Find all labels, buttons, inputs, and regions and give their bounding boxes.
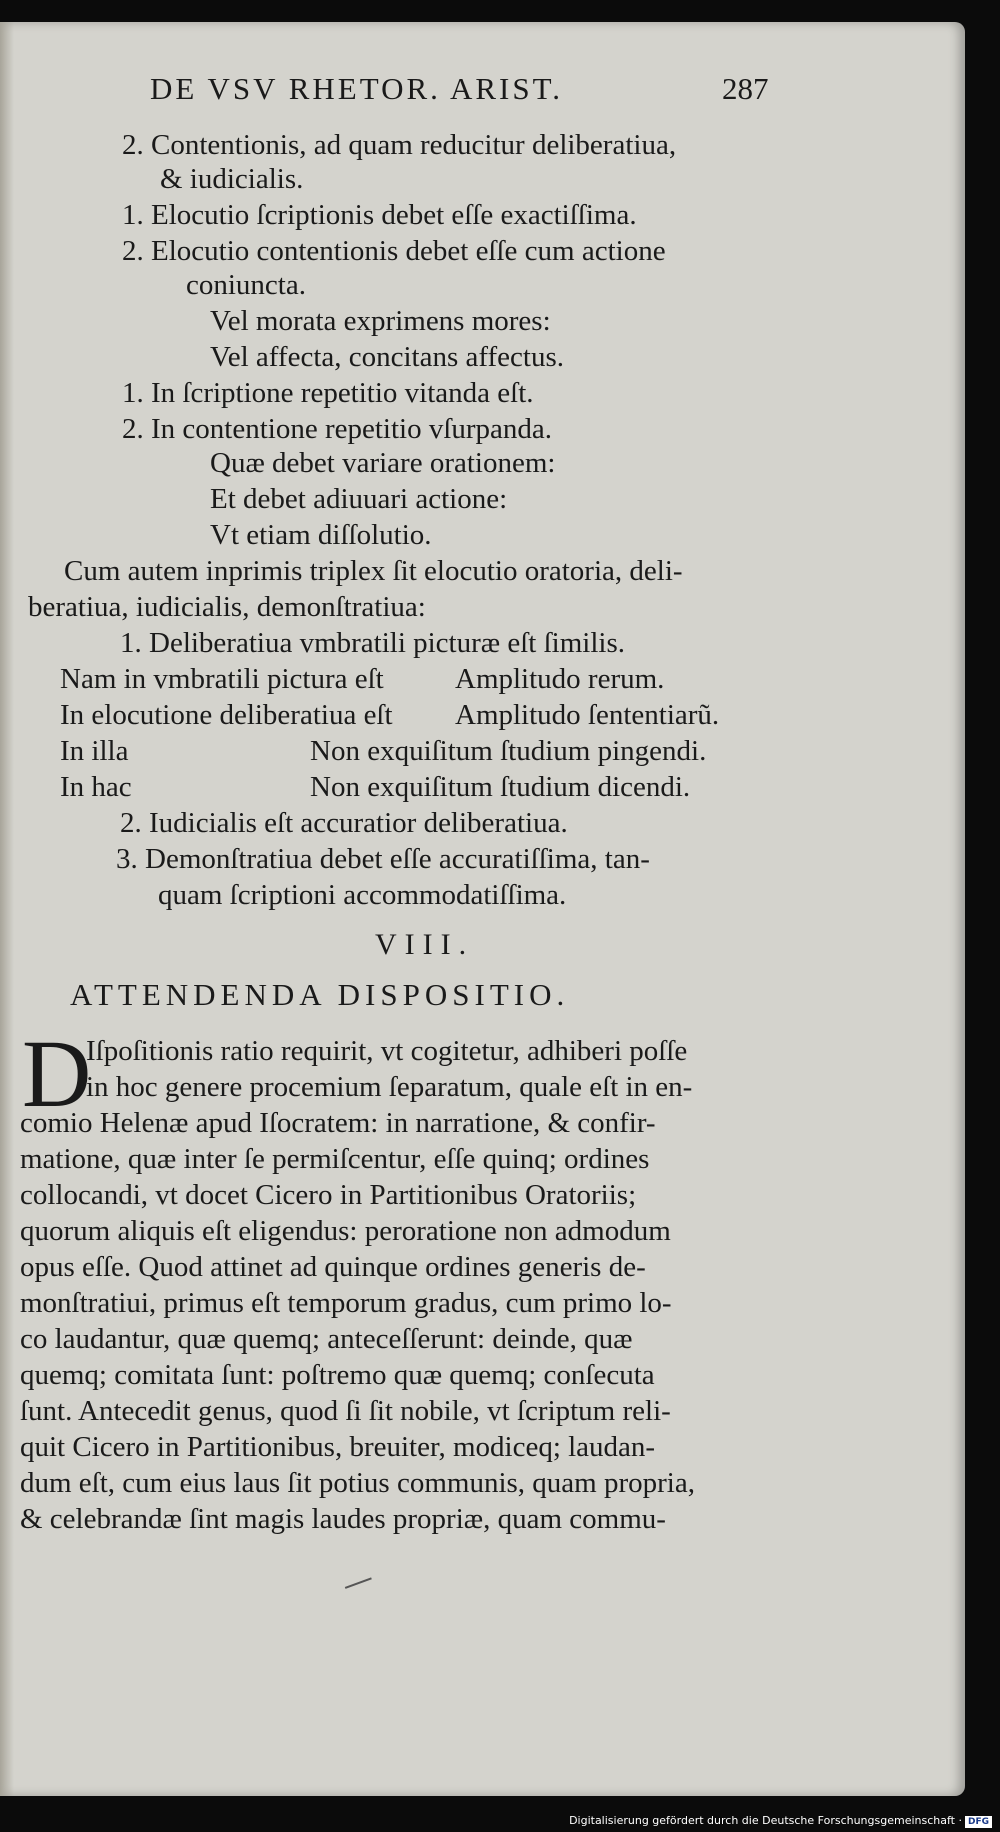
text-line: Vt etiam diſſolutio. (210, 519, 432, 551)
text-line: beratiua, iudicialis, demonſtratiua: (28, 591, 426, 623)
body-line: collocandi, vt docet Cicero in Partitionibus Oratoriis; (20, 1179, 637, 1211)
running-title: DE VSV RHETOR. ARIST. (150, 71, 563, 106)
page-number: 287 (722, 71, 769, 106)
comparison-left: Nam in vmbratili pictura eſt (60, 663, 384, 695)
text-line: Et debet adiuuari actione: (210, 483, 508, 515)
text-line: Vel affecta, concitans affectus. (210, 341, 565, 373)
digitization-credit (569, 1814, 992, 1828)
text-line: 2. Iudicialis eſt accuratior deliberatiua. (120, 807, 568, 839)
text-line: 1. Deliberatiua vmbratili picturæ eſt ſimilis. (120, 627, 625, 659)
section-title: ATTENDENDA DISPOSITIO. (70, 977, 570, 1012)
text-line: 2. Elocutio contentionis debet eſſe cum actione (122, 235, 666, 267)
body-line: dum eſt, cum eius laus ſit potius communis, quam propria, (20, 1467, 695, 1499)
body-line: ſunt. Antecedit genus, quod ſi ſit nobile, vt ſcriptum reli- (20, 1395, 671, 1427)
credit-text: Digitalisierung gefördert durch die Deutsche Forschungsgemeinschaft · (569, 1814, 962, 1827)
body-line: quemq; comitata ſunt: poſtremo quæ quemq; conſecuta (20, 1359, 655, 1391)
comparison-left: In illa (60, 735, 129, 767)
body-line: Iſpoſitionis ratio requirit, vt cogitetur, adhiberi poſſe (86, 1035, 688, 1067)
text-line: 1. Elocutio ſcriptionis debet eſſe exactiſſima. (122, 199, 637, 231)
text-line: Vel morata exprimens mores: (210, 305, 551, 337)
text-line: quam ſcriptioni accommodatiſſima. (158, 879, 567, 911)
body-line: monſtratiui, primus eſt temporum gradus, cum primo lo- (20, 1287, 672, 1319)
text-line: 2. In contentione repetitio vſurpanda. (122, 413, 553, 445)
ink-mark (345, 1577, 373, 1592)
comparison-left: In hac (60, 771, 132, 803)
text-line: 3. Demonſtratiua debet eſſe accuratiſſima, tan- (116, 843, 650, 875)
body-line: comio Helenæ apud Iſocratem: in narratione, & confir- (20, 1107, 656, 1139)
dropcap-initial: D (22, 1020, 92, 1127)
text-line: Quæ debet variare orationem: (210, 447, 556, 479)
text-line: 2. Contentionis, ad quam reducitur deliberatiua, (122, 129, 677, 161)
body-line: quorum aliquis eſt eligendus: peroratione non admodum (20, 1215, 671, 1247)
comparison-right: Amplitudo ſententiarũ. (455, 699, 720, 731)
body-line: quit Cicero in Partitionibus, breuiter, modiceq; laudan- (20, 1431, 656, 1463)
comparison-right: Non exquiſitum ſtudium dicendi. (310, 771, 691, 803)
dfg-logo-icon: DFG (965, 1816, 992, 1828)
body-line: & celebrandæ ſint magis laudes propriæ, quam commu- (20, 1503, 666, 1535)
section-number: VIII. (375, 928, 475, 961)
body-line: co laudantur, quæ quemq; anteceſſerunt: deinde, quæ (20, 1323, 633, 1355)
text-line: coniuncta. (186, 269, 306, 301)
comparison-right: Non exquiſitum ſtudium pingendi. (310, 735, 707, 767)
text-line: 1. In ſcriptione repetitio vitanda eſt. (122, 377, 534, 409)
body-line: matione, quæ inter ſe permiſcentur, eſſe quinq; ordines (20, 1143, 650, 1175)
comparison-right: Amplitudo rerum. (455, 663, 665, 695)
body-line: in hoc genere procemium ſeparatum, quale eſt in en- (86, 1071, 693, 1103)
text-line: Cum autem inprimis triplex ſit elocutio oratoria, deli- (64, 555, 683, 587)
body-line: opus eſſe. Quod attinet ad quinque ordines generis de- (20, 1251, 646, 1283)
text-line: & iudicialis. (160, 163, 304, 195)
comparison-left: In elocutione deliberatiua eſt (60, 699, 393, 731)
book-page (0, 22, 965, 1796)
